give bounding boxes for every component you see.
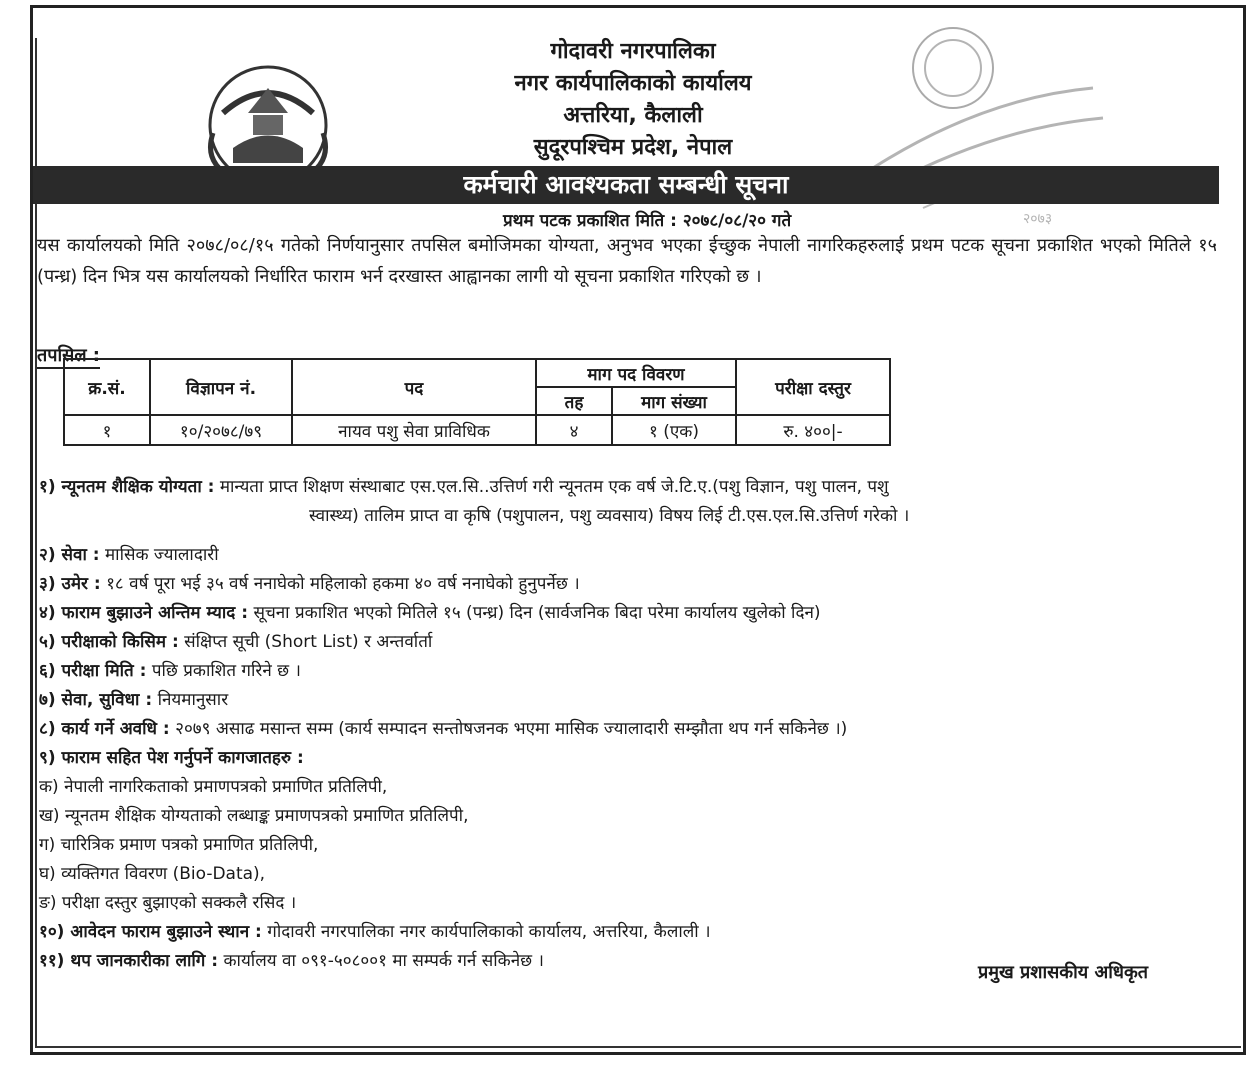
col-post: पद xyxy=(292,359,536,415)
office-name: नगर कार्यपालिकाको कार्यालय xyxy=(514,71,752,96)
document-list-item: ख) न्यूनतम शैक्षिक योग्यताको लब्धाङ्क प्रमाणपत्रको प्रमाणित प्रतिलिपी, xyxy=(39,806,469,826)
requirement-item xyxy=(39,541,1219,570)
cell-post: नायव पशु सेवा प्राविधिक xyxy=(292,415,536,445)
document-list-item: ङ) परीक्षा दस्तुर बुझाएको सक्कलै रसिद । xyxy=(39,893,297,913)
requirement-label: १०) आवेदन फाराम बुझाउने स्थान : xyxy=(39,922,262,942)
col-serial-number: क्र.सं. xyxy=(64,359,150,415)
requirement-label: ५) परीक्षाको किसिम : xyxy=(39,632,179,652)
requirement-text: मासिक ज्यालादारी xyxy=(105,545,219,565)
requirement-text: सूचना प्रकाशित भएको मितिले १५ (पन्ध्र) दिन (सार्वजनिक बिदा परेमा कार्यालय खुलेको दिन) xyxy=(253,603,821,623)
publication-date: प्रथम पटक प्रकाशित मिति : २०७८/०८/२० गते xyxy=(503,211,792,231)
notice-title-banner: कर्मचारी आवश्यकता सम्बन्धी सूचना xyxy=(33,166,1219,204)
svg-text:२०७३: २०७३ xyxy=(1023,211,1053,227)
cell-demand-count: १ (एक) xyxy=(612,415,736,445)
col-advertisement-number: विज्ञापन नं. xyxy=(150,359,292,415)
requirement-item xyxy=(39,628,1219,657)
requirement-text: १८ वर्ष पूरा भई ३५ वर्ष ननाघेको महिलाको हकमा ४० वर्ष ननाघेको हुनुपर्नेछ । xyxy=(106,574,580,594)
cell-serial-number: १ xyxy=(64,415,150,445)
document-list-item: क) नेपाली नागरिकताको प्रमाणपत्रको प्रमाणित प्रतिलिपी, xyxy=(39,777,388,797)
requirement-label: १) न्यूनतम शैक्षिक योग्यता : xyxy=(39,477,215,497)
requirement-item xyxy=(39,570,1219,599)
cell-advertisement-number: १०/२०७८/७९ xyxy=(150,415,292,445)
requirement-label: ६) परीक्षा मिति : xyxy=(39,661,147,681)
office-header xyxy=(413,36,853,164)
signatory-title: प्रमुख प्रशासकीय अधिकृत xyxy=(978,962,1149,983)
col-demand-details: माग पद विवरण xyxy=(536,359,736,387)
requirement-label: ३) उमेर : xyxy=(39,574,101,594)
requirement-text: नियमानुसार xyxy=(157,690,229,710)
requirement-item xyxy=(39,599,1219,628)
vacancy-table xyxy=(63,358,891,446)
document-list-item: घ) व्यक्तिगत विवरण (Bio-Data), xyxy=(39,864,266,884)
requirement-text: गोदावरी नगरपालिका नगर कार्यपालिकाको कार्यालय, अत्तरिया, कैलाली । xyxy=(267,922,711,942)
requirement-label: २) सेवा : xyxy=(39,545,100,565)
table-row xyxy=(64,415,890,445)
requirement-item xyxy=(39,715,1219,744)
requirement-text: संक्षिप्त सूची (Short List) र अन्तर्वार्ता xyxy=(184,632,433,652)
cell-level: ४ xyxy=(536,415,612,445)
col-exam-fee: परीक्षा दस्तुर xyxy=(736,359,890,415)
requirement-label: ११) थप जानकारीका लागि : xyxy=(39,951,219,971)
requirement-label: ८) कार्य गर्ने अवधि : xyxy=(39,719,170,739)
requirement-text: पछि प्रकाशित गरिने छ । xyxy=(151,661,301,681)
requirements-list xyxy=(39,473,1219,976)
requirement-continuation: स्वास्थ्य) तालिम प्राप्त वा कृषि (पशुपालन, पशु व्यवसाय) विषय लिई टी.एस.एल.सि.उत्तिर्ण गरेको । xyxy=(309,506,910,526)
document-list-item: ग) चारित्रिक प्रमाण पत्रको प्रमाणित प्रतिलिपी, xyxy=(39,835,319,855)
requirement-text: कार्यालय वा ०९१-५०८००१ मा सम्पर्क गर्न सकिनेछ । xyxy=(223,951,544,971)
col-level: तह xyxy=(536,387,612,415)
requirement-item xyxy=(39,744,1219,773)
requirement-item xyxy=(39,657,1219,686)
details-heading: तपसिल : xyxy=(37,343,100,369)
requirement-item xyxy=(39,686,1219,715)
intro-paragraph: यस कार्यालयको मिति २०७८/०८/१५ गतेको निर्णयानुसार तपसिल बमोजिमका योग्यता, अनुभव भएका ईच्छुक नेपाली नागरिकहरुलाई प्रथम पटक सूचना प्रकाशित भएको मितिले १५ (पन्ध्र) दिन भित्र यस कार्यालयको निर्धारित फाराम भर्न दरखास्त आह्वानका लागी यो सूचना प्रकाशित गरिएको छ । xyxy=(37,235,1217,287)
requirement-text: २०७९ असाढ मसान्त सम्म (कार्य सम्पादन सन्तोषजनक भएमा मासिक ज्यालादारी सम्झौता थप गर्न सकिनेछ ।) xyxy=(175,719,848,739)
requirement-text: मान्यता प्राप्त शिक्षण संस्थाबाट एस.एल.सि..उत्तिर्ण गरी न्यूनतम एक वर्ष जे.टि.ए.(पशु विज्ञान, पशु पालन, पशु xyxy=(219,477,889,497)
requirement-label: ९) फाराम सहित पेश गर्नुपर्ने कागजातहरु : xyxy=(39,748,304,768)
col-demand-count: माग संख्या xyxy=(612,387,736,415)
notice-frame xyxy=(30,5,1246,1055)
requirement-label: ४) फाराम बुझाउने अन्तिम म्याद : xyxy=(39,603,249,623)
cell-exam-fee: रु. ४००|- xyxy=(736,415,890,445)
requirement-label: ७) सेवा, सुविधा : xyxy=(39,690,153,710)
requirement-item xyxy=(39,918,1219,947)
province-name: सुदूरपश्चिम प्रदेश, नेपाल xyxy=(533,135,733,160)
office-location: अत्तरिया, कैलाली xyxy=(563,103,703,128)
requirement-item xyxy=(39,473,1219,502)
municipality-name: गोदावरी नगरपालिका xyxy=(550,39,716,64)
